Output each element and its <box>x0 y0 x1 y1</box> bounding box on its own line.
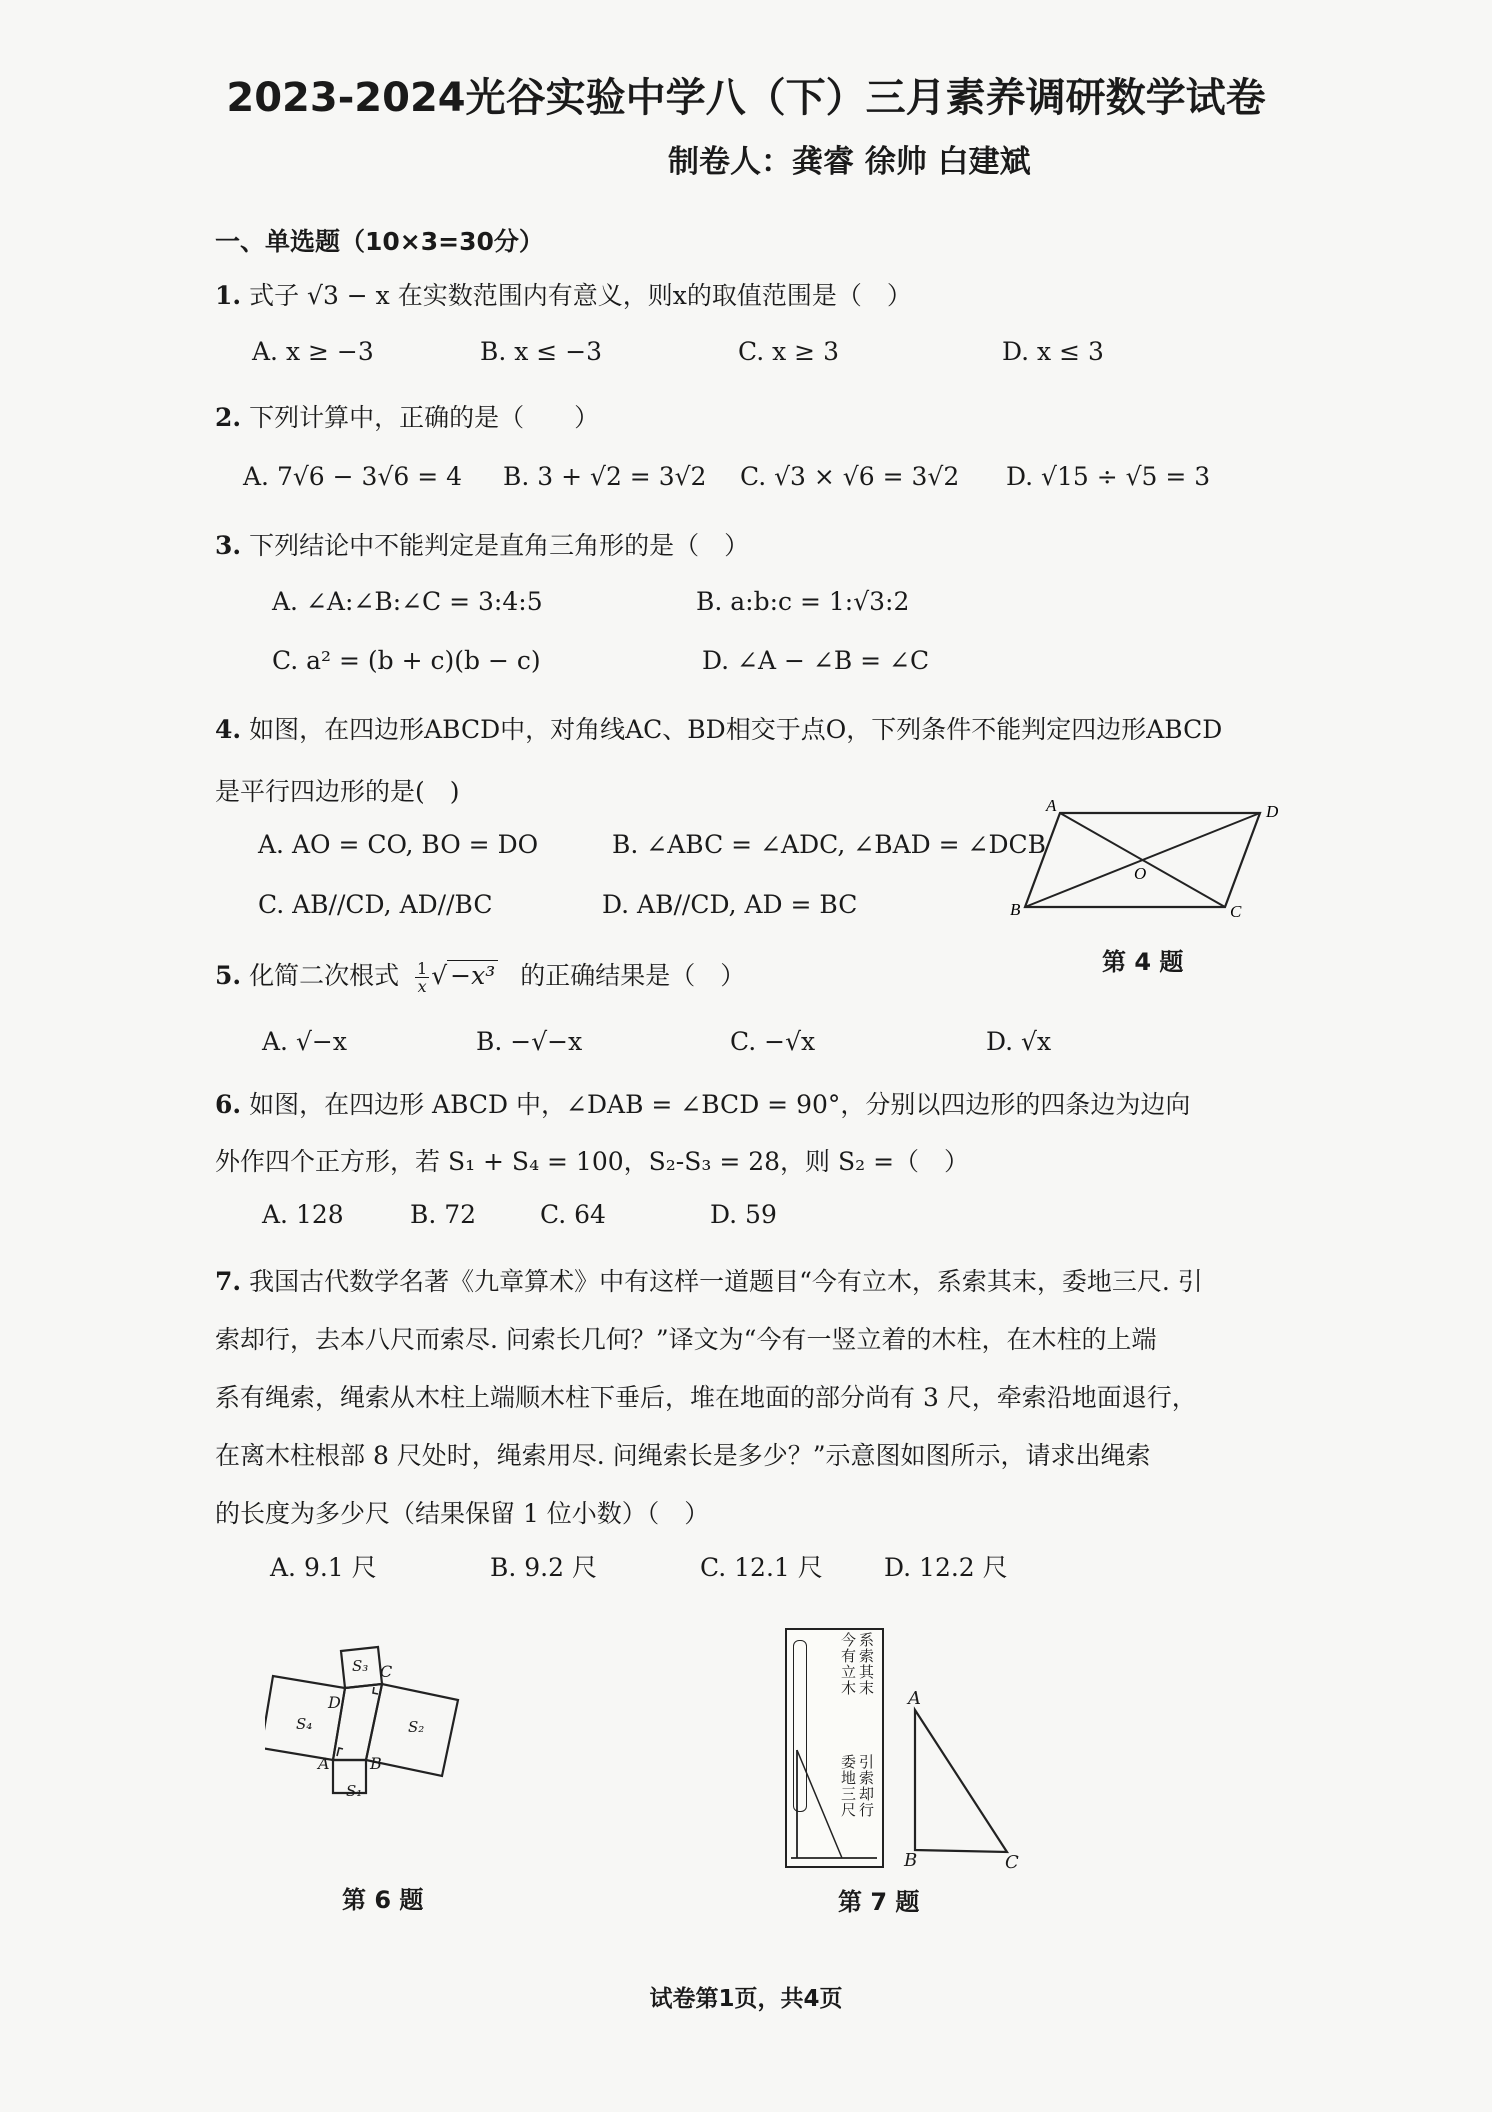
q2-option-d: D. √15 ÷ √5 = 3 <box>1006 462 1211 491</box>
question-3 <box>215 526 749 562</box>
q4-option-b: B. ∠ABC = ∠ADC, ∠BAD = ∠DCB <box>612 830 1046 859</box>
question-text-post: 的正确结果是（ ） <box>520 961 746 990</box>
question-5 <box>215 956 745 995</box>
q2-option-b: B. 3 + √2 = 3√2 <box>503 462 707 491</box>
label-c: C <box>380 1662 393 1681</box>
question-6 <box>215 1085 1190 1121</box>
figure-7-triangle <box>895 1690 1045 1870</box>
label-a: A <box>318 1754 330 1773</box>
question-text: 式子 √3 − x 在实数范围内有意义，则x的取值范围是（ ） <box>249 281 912 310</box>
rope-sketch <box>797 1750 842 1858</box>
diagonal-bd <box>1025 813 1260 907</box>
section-heading: 一、单选题（10×3=30分） <box>215 227 544 256</box>
scroll-text-2: 系索其末 <box>859 1631 875 1697</box>
question-text: 如图，在四边形ABCD中，对角线AC、BD相交于点O，下列条件不能判定四边形ABCD <box>249 715 1223 744</box>
q4-option-a: A. AO = CO, BO = DO <box>258 830 539 859</box>
question-7-line3: 系有绳索，绳索从木柱上端顺木柱下垂后，堆在地面的部分尚有 3 尺，牵索沿地面退行， <box>215 1383 1197 1412</box>
figure-7-scroll <box>785 1628 884 1868</box>
q6-option-b: B. 72 <box>410 1200 477 1229</box>
q6-option-c: C. 64 <box>540 1200 606 1229</box>
radicand: −x³ <box>447 960 498 990</box>
q7-option-a: A. 9.1 尺 <box>270 1553 377 1582</box>
q6-option-a: A. 128 <box>262 1200 344 1229</box>
fig7-label-b: B <box>904 1850 918 1871</box>
fraction-denominator: x <box>417 977 427 996</box>
q5-option-d: D. √x <box>986 1027 1052 1056</box>
label-o: O <box>1134 864 1147 883</box>
question-number: 4. <box>215 715 242 744</box>
label-s3: S₃ <box>352 1657 369 1675</box>
figure-7-caption: 第 7 题 <box>838 1888 920 1916</box>
scroll-text-4: 引索却行 <box>859 1753 875 1819</box>
figure-6-labels <box>262 1620 502 1855</box>
question-number: 1. <box>215 281 242 310</box>
question-4-line2: 是平行四边形的是( ) <box>215 777 460 806</box>
q1-option-c: C. x ≥ 3 <box>738 337 839 366</box>
q6-option-d: D. 59 <box>710 1200 777 1229</box>
q5-option-a: A. √−x <box>262 1027 347 1056</box>
label-s2: S₂ <box>408 1718 425 1736</box>
label-c: C <box>1230 902 1242 921</box>
scroll-text-3: 委地三尺 <box>841 1753 857 1819</box>
q5-option-c: C. −√x <box>730 1027 816 1056</box>
figure-4-caption: 第 4 题 <box>1102 948 1184 976</box>
question-number: 2. <box>215 403 242 432</box>
label-a: A <box>1046 796 1057 815</box>
q4-option-c: C. AB//CD, AD//BC <box>258 890 493 919</box>
q1-option-a: A. x ≥ −3 <box>252 337 374 366</box>
q3-option-b: B. a:b:c = 1:√3:2 <box>696 587 910 616</box>
question-text: 下列结论中不能判定是直角三角形的是（ ） <box>249 531 750 560</box>
question-6-line2: 外作四个正方形，若 S₁ + S₄ = 100，S₂-S₃ = 28，则 S₂ =（ ） <box>215 1147 970 1176</box>
question-number: 6. <box>215 1090 242 1119</box>
question-text: 如图，在四边形 ABCD 中，∠DAB = ∠BCD = 90°，分别以四边形的四条边为边向 <box>249 1090 1191 1119</box>
label-b: B <box>370 1754 382 1773</box>
question-7-line2: 索却行，去本八尺而索尽. 问索长几何？”译文为“今有一竖立着的木柱，在木柱的上端 <box>215 1325 1157 1354</box>
q7-option-c: C. 12.1 尺 <box>700 1553 823 1582</box>
question-7 <box>215 1262 1203 1298</box>
question-text: 下列计算中，正确的是（ ） <box>249 403 600 432</box>
fraction-numerator: 1 <box>417 959 428 978</box>
question-number: 3. <box>215 531 242 560</box>
figure-4-parallelogram <box>1010 795 1290 925</box>
radical-sign: √ <box>431 961 448 990</box>
scroll-sketch <box>787 1630 882 1866</box>
label-s1: S₁ <box>346 1782 363 1800</box>
fraction <box>415 960 429 995</box>
label-b: B <box>1010 900 1021 919</box>
q3-option-d: D. ∠A − ∠B = ∠C <box>702 646 930 675</box>
question-1 <box>215 276 912 312</box>
question-number: 5. <box>215 961 242 990</box>
scroll-text-1: 今有立木 <box>841 1631 857 1697</box>
q3-option-c: C. a² = (b + c)(b − c) <box>272 646 541 675</box>
q1-option-b: B. x ≤ −3 <box>480 337 603 366</box>
question-text-line1: 我国古代数学名著《九章算术》中有这样一道题目“今有立木，系索其末，委地三尺. 引 <box>249 1267 1203 1296</box>
question-number: 7. <box>215 1267 242 1296</box>
question-4 <box>215 710 1222 746</box>
q3-option-a: A. ∠A:∠B:∠C = 3:4:5 <box>272 587 543 616</box>
q1-option-d: D. x ≤ 3 <box>1002 337 1104 366</box>
label-s4: S₄ <box>296 1715 313 1733</box>
page-title: 2023-2024光谷实验中学八（下）三月素养调研数学试卷 <box>226 75 1266 121</box>
q4-option-d: D. AB//CD, AD = BC <box>602 890 858 919</box>
fig7-label-c: C <box>1005 1852 1019 1873</box>
question-2 <box>215 398 599 434</box>
q2-option-c: C. √3 × √6 = 3√2 <box>740 462 960 491</box>
page-footer: 试卷第1页，共4页 <box>649 1986 843 2012</box>
q5-option-b: B. −√−x <box>476 1027 583 1056</box>
figure-6-caption: 第 6 题 <box>342 1886 424 1914</box>
label-d: D <box>1266 802 1279 821</box>
question-7-line4: 在离木柱根部 8 尺处时，绳索用尽. 问绳索长是多少？”示意图如图所示，请求出绳索 <box>215 1441 1151 1470</box>
triangle-abc <box>915 1710 1007 1852</box>
question-text-pre: 化简二次根式 <box>249 961 400 990</box>
fig7-label-a: A <box>908 1688 921 1709</box>
q2-option-a: A. 7√6 − 3√6 = 4 <box>243 462 463 491</box>
label-d: D <box>328 1693 341 1712</box>
question-7-line5: 的长度为多少尺（结果保留 1 位小数）（ ） <box>215 1499 710 1528</box>
q7-option-d: D. 12.2 尺 <box>884 1553 1008 1582</box>
authors-line: 制卷人：龚睿 徐帅 白建斌 <box>668 144 1031 180</box>
q7-option-b: B. 9.2 尺 <box>490 1553 597 1582</box>
